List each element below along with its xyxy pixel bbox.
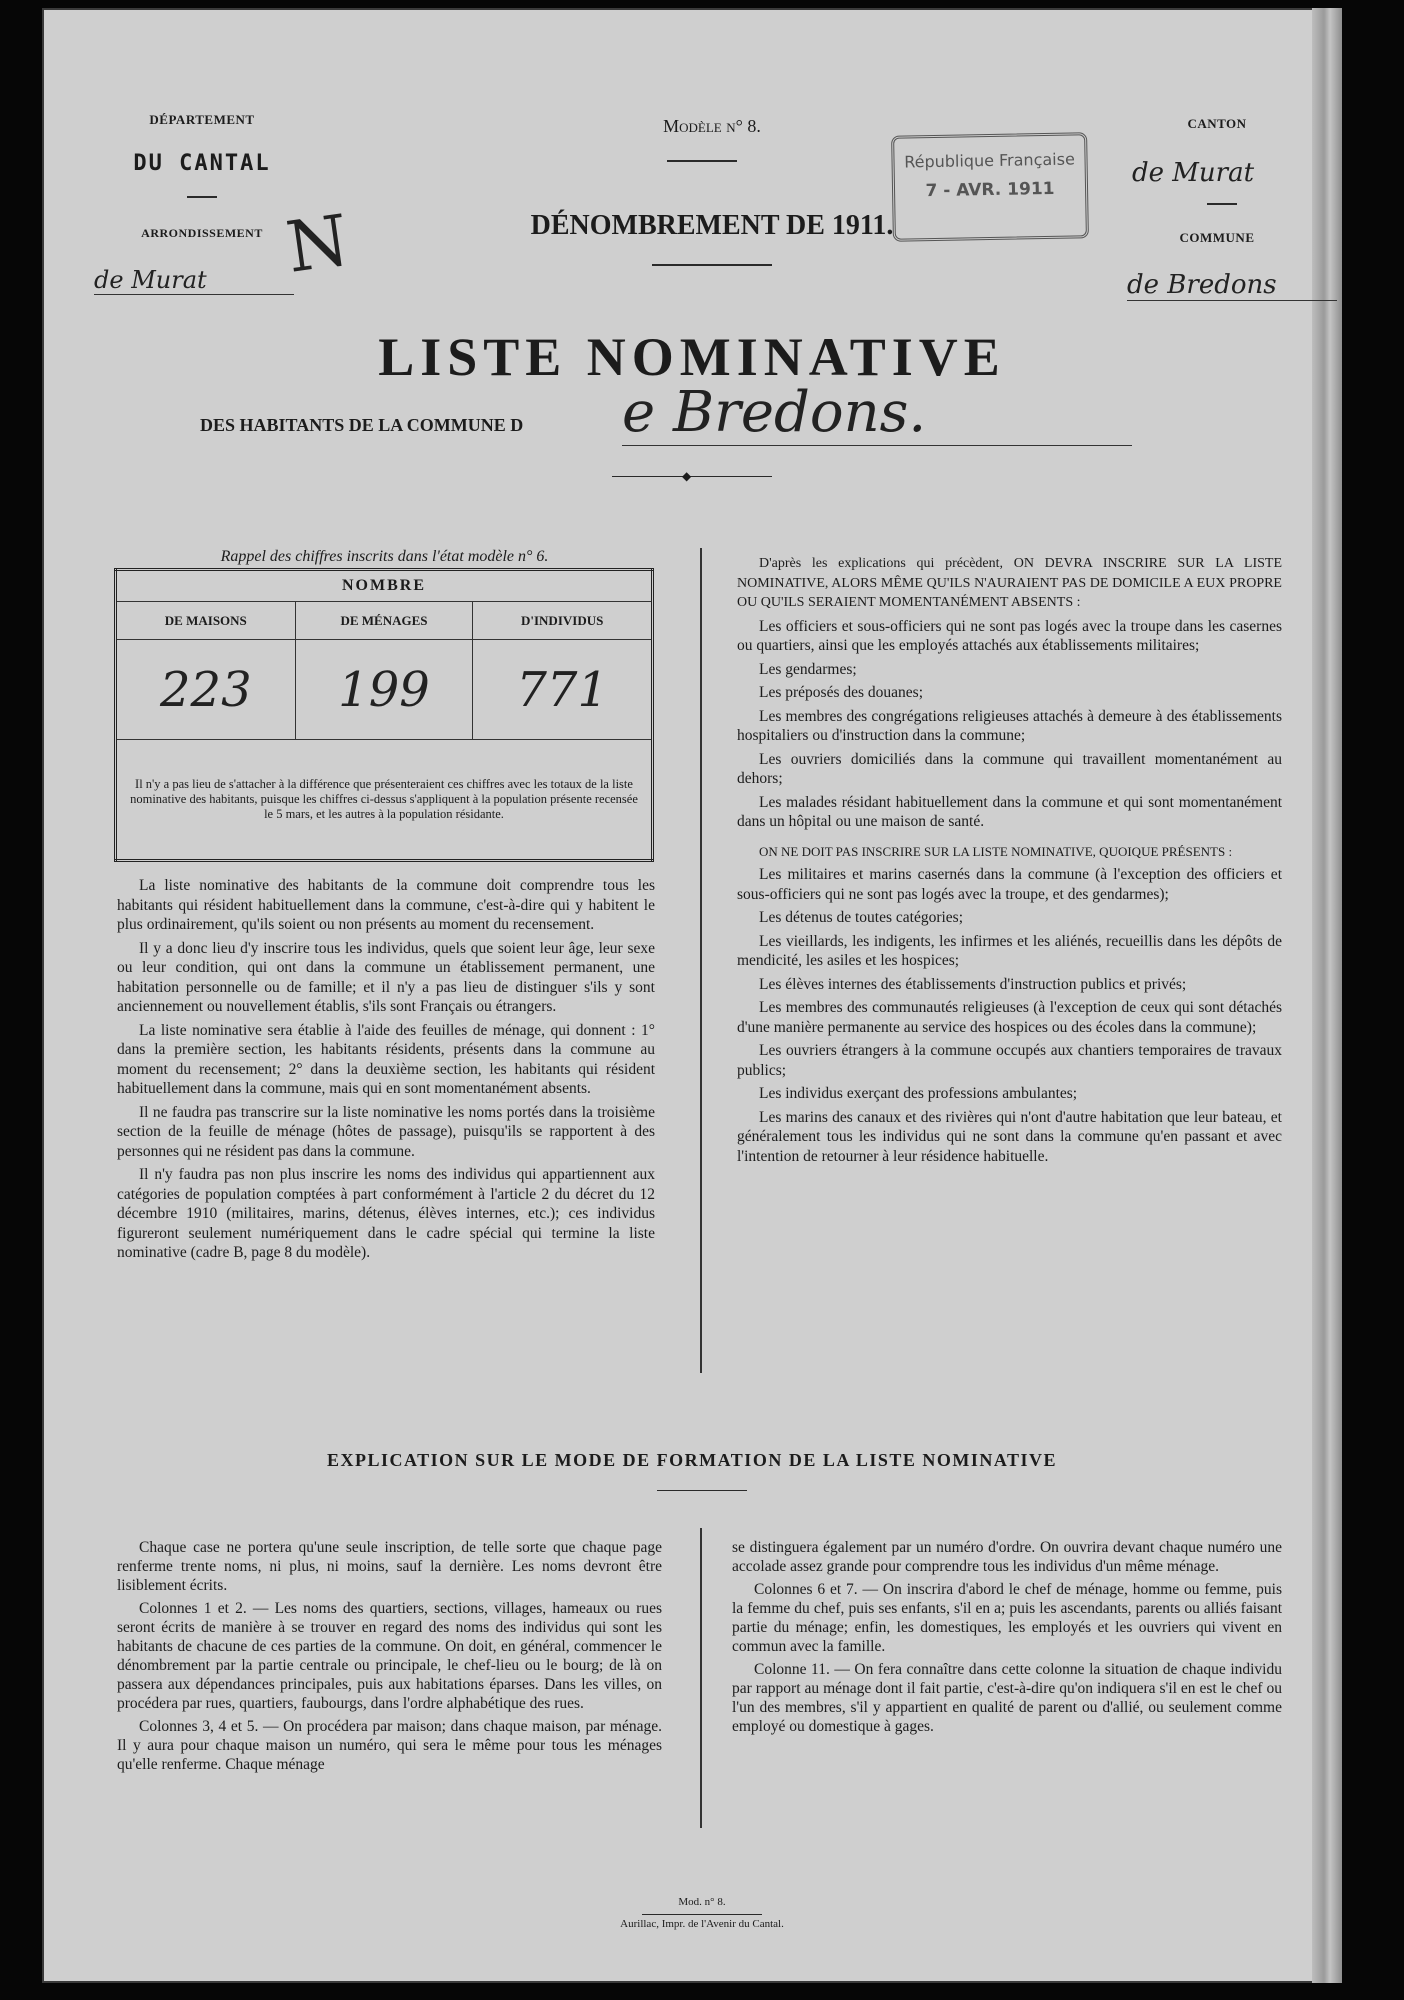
arrondissement-label: ARRONDISSEMENT	[141, 226, 263, 240]
divider	[1207, 203, 1237, 205]
canton-value: de Murat	[1132, 158, 1255, 188]
paragraph: Il n'y faudra pas non plus inscrire les noms des individus qui appartiennent aux catégories de population comptées à part conformément à l'article 2 du décret du 12 décembre 1910 (militaires, marins, détenus, élèves internes, etc.); ces individus figureront seulement numériquement dans le cadre spécial qui termine la liste nominative (cadre B, page 8 du modèle).	[117, 1166, 655, 1261]
list-item: Les membres des communautés religieuses (à l'exception de ceux qui sont détachés d'une manière permanente au service des hospices ou des écoles dans la commune);	[737, 999, 1282, 1036]
list-item: Les malades résidant habituellement dans la commune et qui sont momentanément dans un hôpital ou une maison de santé.	[737, 793, 1282, 830]
intro-inscrire: D'après les explications qui précèdent, ON DEVRA INSCRIRE SUR LA LISTE NOMINATIVE, ALORS MÊME QU'ILS N'AURAIENT PAS DE DOMICILE A EUX PROPRE OU QU'ILS SERAIENT MOMENTANÉMENT ABSENTS :	[737, 556, 1282, 610]
denombrement-title: DÉNOMBREMENT DE 1911.	[530, 210, 894, 241]
stamp-line-1: République Française	[904, 149, 1075, 172]
left-column	[117, 876, 655, 1267]
canton-label: CANTON	[1187, 116, 1247, 131]
value-maisons: 223	[116, 640, 296, 740]
intro-ne-pas-inscrire: ON NE DOIT PAS INSCRIRE SUR LA LISTE NOMINATIVE, QUOIQUE PRÉSENTS :	[759, 843, 1233, 859]
list-item: Les militaires et marins casernés dans la commune (à l'exception des officiers et sous-officiers qui ne sont pas logés avec la troupe, et des gendarmes);	[737, 866, 1282, 903]
commune-label: COMMUNE	[1179, 230, 1255, 245]
value-individus: 771	[473, 640, 653, 740]
list-item: Les ouvriers domiciliés dans la commune qui travaillent momentanément au dehors;	[737, 750, 1282, 787]
divider	[187, 196, 217, 198]
rappel-caption: Rappel des chiffres inscrits dans l'état modèle n° 6.	[220, 548, 549, 565]
divider	[667, 160, 737, 162]
margin-handwritten-mark: N	[281, 199, 354, 289]
census-page	[42, 8, 1342, 1983]
list-item: Les individus exerçant des professions ambulantes;	[759, 1085, 1078, 1102]
paragraph: Chaque case ne portera qu'une seule inscription, de telle sorte que chaque page renferme trente noms, ni plus, ni moins, sauf la dernière. Les noms devront être lisiblement écrits.	[117, 1539, 662, 1594]
ornament: ◆	[682, 469, 692, 483]
paragraph: La liste nominative des habitants de la commune doit comprendre tous les habitants qui résident habituellement dans la commune, c'est-à-dire qui y habitent le plus ordinairement, qu'ils soient ou non présents au moment du recensement.	[117, 877, 655, 933]
col-header-menages: DE MÉNAGES	[295, 602, 473, 640]
footer-mod: Mod. n° 8.	[678, 1896, 726, 1908]
column-divider	[700, 1528, 702, 1828]
paragraph: La liste nominative sera établie à l'aide des feuilles de ménage, qui donnent : 1° dans la première section, les habitants résidents, présents dans la commune au moment du recensement; 2° dans la deuxième section, les habitants qui résident habituellement dans la commune, mais qui en sont momentanément absents.	[117, 1021, 655, 1097]
list-item: Les détenus de toutes catégories;	[759, 909, 964, 926]
paragraph: Il y a donc lieu d'y inscrire tous les individus, quels que soient leur âge, leur sexe ou leur condition, qui ont dans la commune un établissement permanent, une habitation personnelle ou de famille; et il n'y a pas lieu de distinguer s'ils y sont anciennement ou nouvellement établis, s'ils sont Français ou étrangers.	[117, 939, 655, 1015]
paragraph: Colonnes 3, 4 et 5. — On procédera par maison; dans chaque maison, par ménage. Il y aura pour chaque maison un numéro, qui sera le même pour tous les ménages qu'elle renferme. Chaque ménage	[117, 1718, 662, 1773]
explication-title: EXPLICATION SUR LE MODE DE FORMATION DE LA LISTE NOMINATIVE	[326, 1450, 1058, 1470]
divider	[642, 1914, 762, 1915]
paragraph: se distinguera également par un numéro d'ordre. On ouvrira devant chaque numéro une accolade assez grande pour comprendre tous les individus d'un même ménage.	[732, 1539, 1282, 1575]
value-menages: 199	[295, 640, 473, 740]
right-column	[737, 554, 1282, 1170]
list-item: Les élèves internes des établissements d'instruction publics et privés;	[759, 975, 1187, 993]
list-item: Les gendarmes;	[759, 660, 857, 678]
divider	[652, 264, 772, 266]
nombre-header: NOMBRE	[116, 570, 653, 602]
date-stamp	[891, 132, 1089, 241]
paragraph: Colonnes 1 et 2. — Les noms des quartiers, sections, villages, hameaux ou rues seront écrits de manière à se trouver en regard des noms des individus qui sont les habitants de chacune de ces parties de la commune. On doit, en général, commencer le dénombrement par la partie centrale ou principale, le chef-lieu ou le bourg; de là on passera aux dépendances principales, puis aux habitations éparses. Dans les villes, on procédera par rues, quartiers, faubourgs, dans l'ordre alphabétique des rues.	[117, 1600, 662, 1712]
paragraph: Colonne 11. — On fera connaître dans cette colonne la situation de chaque individu par rapport au ménage dont il fait partie, c'est-à-dire qu'on indiquera s'il en est le chef ou l'un des membres, s'il y appartient en qualité de parent ou d'allié, ou seulement comme employé ou domestique à gages.	[732, 1661, 1282, 1735]
explication-left-column	[117, 1538, 662, 1778]
col-header-maisons: DE MAISONS	[116, 602, 296, 640]
column-divider	[700, 548, 702, 1373]
ornament-rule	[612, 476, 772, 477]
subtitle-prefix: DES HABITANTS DE LA COMMUNE D	[200, 415, 524, 435]
paragraph: Il ne faudra pas transcrire sur la liste nominative les noms portés dans la troisième section de la feuille de ménage (hôtes de passage), puisqu'ils se rapportent à des personnes qui ne résident pas dans la commune.	[117, 1103, 655, 1160]
stamp-line-2: 7 - AVR. 1911	[925, 178, 1055, 202]
arrondissement-value: de Murat	[94, 266, 294, 295]
rappel-table	[114, 568, 654, 862]
paragraph: Colonnes 6 et 7. — On inscrira d'abord le chef de ménage, homme ou femme, puis la femme du chef, puis ses enfants, s'il en a; puis les ascendants, parents ou alliés faisant partie du ménage; enfin, les domestiques, les employés et les ouvriers qui vivent en commun avec la famille.	[732, 1581, 1282, 1655]
list-item: Les membres des congrégations religieuses attachés à demeure à des établissements hospitaliers ou d'instruction dans la commune;	[737, 707, 1282, 744]
footer-imprimeur: Aurillac, Impr. de l'Avenir du Cantal.	[620, 1918, 784, 1930]
rappel-note: Il n'y a pas lieu de s'attacher à la différence que présenteraient ces chiffres avec les totaux de la liste nominative des habitants, puisque les chiffres ci-dessus s'appliquent à la population présente recensée le 5 mars, et les autres à la population résidante.	[116, 740, 653, 861]
list-item: Les vieillards, les indigents, les infirmes et les aliénés, recueillis dans les dépôts de mendicité, les asiles et les hospices;	[737, 932, 1282, 969]
list-item: Les marins des canaux et des rivières qui n'ont d'autre habitation que leur bateau, et généralement tous les individus qui ne sont dans la commune qu'en passant et avec l'intention de retourner à leur résidence habituelle.	[737, 1108, 1282, 1165]
departement-label: DÉPARTEMENT	[149, 112, 255, 127]
departement-value: DU CANTAL	[133, 151, 271, 176]
commune-name-handwritten: e Bredons.	[622, 380, 1132, 446]
explication-right-column	[732, 1538, 1282, 1740]
commune-value: de Bredons	[1127, 270, 1337, 301]
main-title: LISTE NOMINATIVE	[378, 327, 1006, 387]
modele-label: Modèle n° 8.	[663, 116, 761, 136]
col-header-individus: D'INDIVIDUS	[473, 602, 653, 640]
page-edge	[1312, 8, 1342, 1983]
list-item: Les préposés des douanes;	[759, 684, 923, 701]
divider	[657, 1490, 747, 1491]
list-item: Les ouvriers étrangers à la commune occupés aux chantiers temporaires de travaux publics;	[737, 1042, 1282, 1079]
list-item: Les officiers et sous-officiers qui ne sont pas logés avec la troupe dans les casernes ou quartiers, ainsi que les employés attachés aux établissements militaires;	[737, 617, 1282, 654]
